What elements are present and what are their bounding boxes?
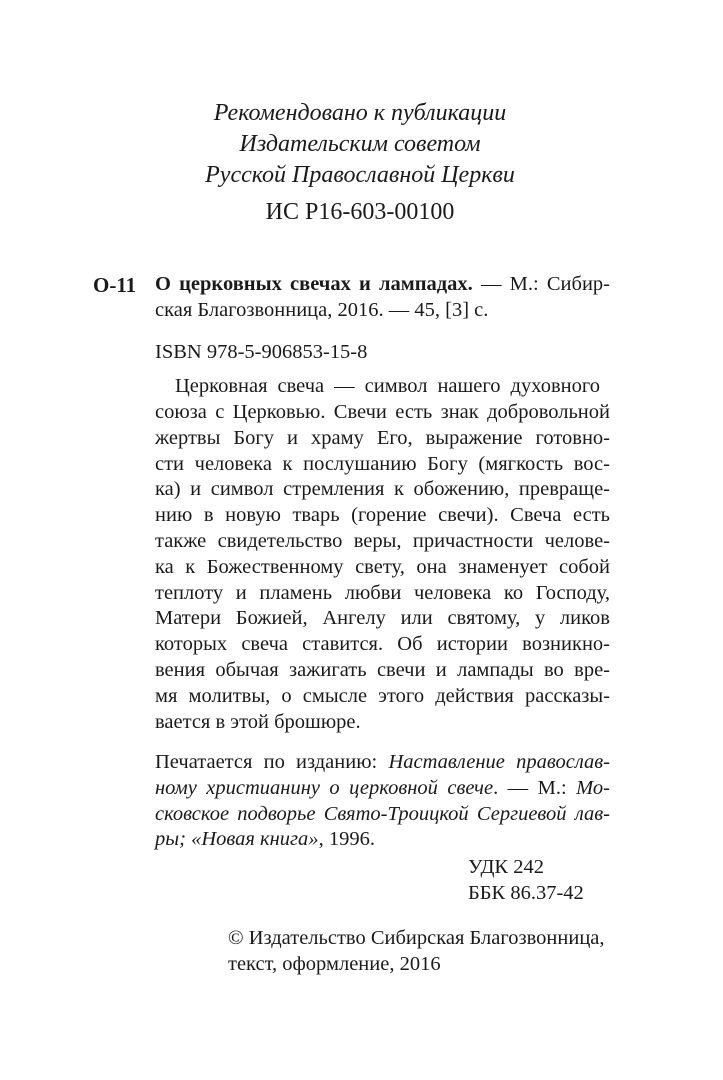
abstract-line: сти человека к послушанию Богу (мягкость вос- [155, 452, 610, 475]
classification-codes [468, 854, 584, 906]
source-year: , 1996. [318, 828, 375, 851]
abstract-line: Матери Божией, Ангелу или святому, у ликов [155, 607, 610, 630]
abstract-line: которых свеча ставится. Об истории возникно- [155, 633, 610, 656]
classmark: О-11 [93, 273, 137, 297]
abstract-line: мя молитвы, о смысле этого действия рассказы- [155, 684, 610, 707]
abstract-line: теплоту и пламень любви человека ко Господу, [155, 581, 610, 604]
abstract-line: нию в новую тварь (горение свечи). Свеча есть [155, 504, 610, 527]
source-text: . — М.: [493, 776, 577, 799]
abstract-line: Церковная свеча — символ нашего духовного [175, 375, 600, 397]
bbk-code: ББК 86.37-42 [468, 882, 584, 904]
isbn: ISBN 978-5-906853-15-8 [155, 341, 368, 363]
bibliographic-record [155, 272, 610, 324]
book-title: О церковных свечах и лампадах. [155, 273, 473, 295]
bib-line: ская Благозвонница, 2016. — 45, [3] с. [155, 298, 489, 321]
source-line: сковское подворье Свято-Троицкой Сергиевой лав- [155, 802, 610, 825]
recommendation-block [150, 98, 570, 191]
abstract-line: ка) и символ стремления к обожению, превраще- [155, 478, 610, 501]
source-line [155, 750, 610, 776]
bib-imprint: — М.: Сибир- [472, 273, 611, 295]
bib-line [155, 272, 610, 298]
abstract [155, 400, 610, 735]
udk-code: УДК 242 [468, 856, 544, 878]
source-publisher: ры; «Новая книга» [155, 828, 319, 851]
copyright [228, 925, 605, 977]
recommendation-line: Издательским советом [239, 131, 481, 157]
copyright-line: текст, оформление, 2016 [228, 953, 441, 975]
publication-council-code: ИС Р16-603-00100 [265, 199, 455, 225]
source-note [155, 750, 610, 853]
abstract-first-line [175, 374, 600, 400]
source-line [155, 827, 610, 853]
copyright-line: © Издательство Сибирская Благозвонница, [228, 927, 605, 949]
abstract-line: вается в этой брошюре. [155, 710, 361, 733]
abstract-line: также свидетельство веры, причастности челове- [155, 529, 610, 552]
source-text: Печатается по изданию: [155, 751, 389, 773]
abstract-line: жертвы Богу и храму Его, выражение готовно- [155, 426, 610, 449]
source-publisher: Мо- [576, 776, 610, 799]
abstract-line: союза с Церковью. Свечи есть знак добровольной [155, 401, 610, 423]
source-line [155, 776, 610, 802]
recommendation-line: Рекомендовано к публикации [213, 100, 507, 126]
abstract-line: ка к Божественному свету, она знаменует собой [155, 555, 610, 578]
source-title: Наставление православ- [388, 751, 610, 773]
recommendation-line: Русской Православной Церкви [205, 162, 515, 188]
source-title: ному христианину о церковной свече [155, 776, 494, 799]
abstract-line: вения обычая зажигать свечи и лампады во вре- [155, 658, 610, 681]
